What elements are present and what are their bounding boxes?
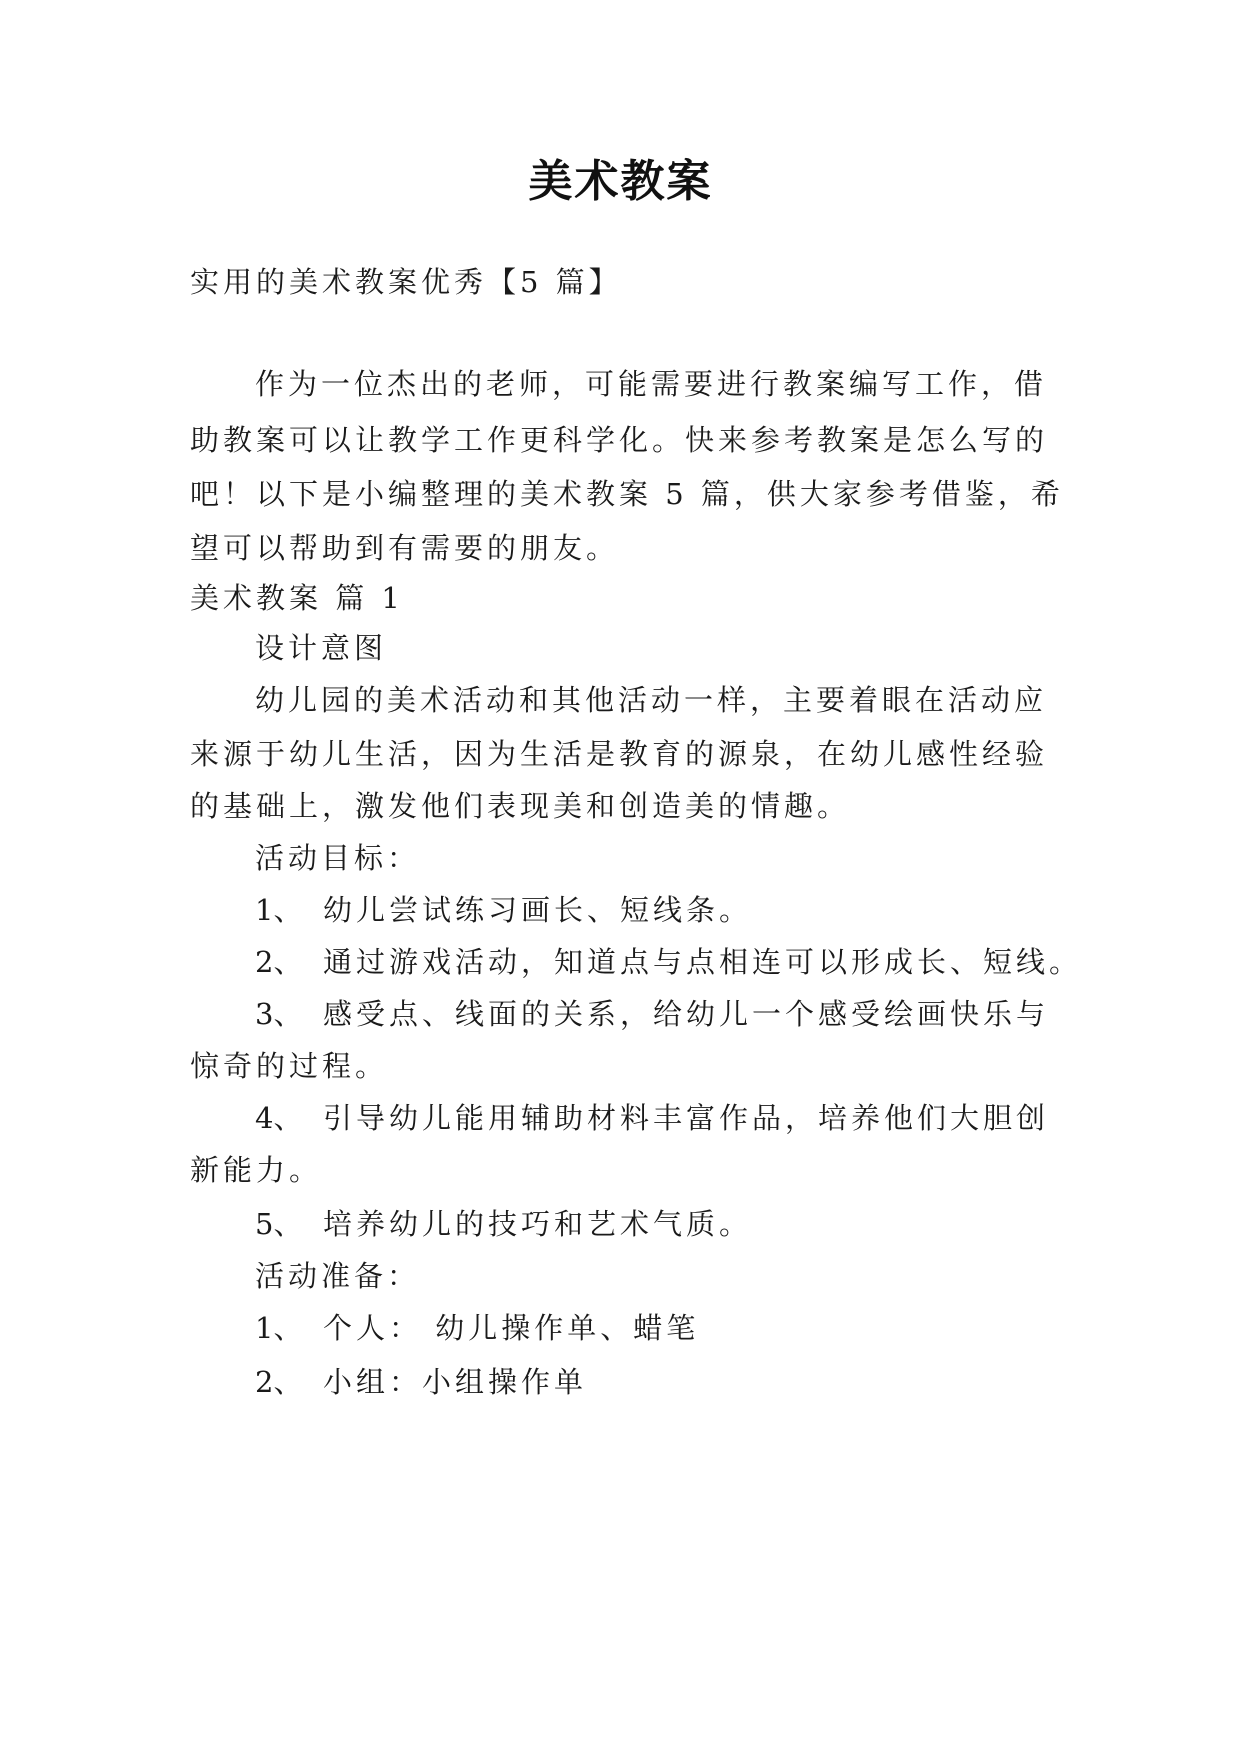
intro-line-2: 助教案可以让教学工作更科学化。快来参考教案是怎么写的 [190,423,1049,457]
goal-text: 感受点、线面的关系，给幼儿一个感受绘画快乐与 [323,997,1050,1031]
prep-text: 小组：小组操作单 [323,1365,588,1399]
goal-item-1 [255,890,752,930]
prep-number: 2、 [255,1365,303,1399]
design-heading: 设计意图 [255,631,388,665]
design-line-1: 幼儿园的美术活动和其他活动一样，主要着眼在活动应 [255,683,1048,717]
goal-number: 4、 [255,1101,303,1135]
goal-text: 培养幼儿的技巧和艺术气质。 [323,1207,753,1241]
goal-number: 1、 [255,893,303,927]
goal-item-4 [255,1098,1049,1138]
document-subtitle: 实用的美术教案优秀【5 篇】 [190,265,622,299]
goal-number: 5、 [255,1207,303,1241]
goal-item-3 [255,994,1049,1034]
prep-heading: 活动准备： [255,1259,421,1293]
goal-item-4-continuation: 新能力。 [190,1153,323,1187]
intro-line-4: 望可以帮助到有需要的朋友。 [190,531,620,565]
goal-text: 幼儿尝试练习画长、短线条。 [323,893,753,927]
prep-text: 个人： 幼儿操作单、蜡笔 [323,1311,700,1345]
goal-text: 引导幼儿能用辅助材料丰富作品，培养他们大胆创 [323,1101,1050,1135]
prep-item-1 [255,1308,699,1348]
design-line-3: 的基础上，激发他们表现美和创造美的情趣。 [190,789,851,823]
intro-line-1: 作为一位杰出的老师，可能需要进行教案编写工作，借 [255,367,1048,401]
goals-heading: 活动目标： [255,841,421,875]
section-heading: 美术教案 篇 1 [190,581,404,615]
prep-item-2 [255,1362,587,1402]
design-line-2: 来源于幼儿生活，因为生活是教育的源泉，在幼儿感性经验 [190,737,1049,771]
goal-item-2 [255,942,1082,982]
document-title: 美术教案 [528,156,713,207]
goal-item-3-continuation: 惊奇的过程。 [190,1049,389,1083]
goal-text: 通过游戏活动，知道点与点相连可以形成长、短线。 [323,945,1083,979]
goal-number: 3、 [255,997,303,1031]
goal-number: 2、 [255,945,303,979]
prep-number: 1、 [255,1311,303,1345]
intro-line-3: 吧！以下是小编整理的美术教案 5 篇，供大家参考借鉴，希 [190,477,1064,511]
goal-item-5 [255,1204,752,1244]
